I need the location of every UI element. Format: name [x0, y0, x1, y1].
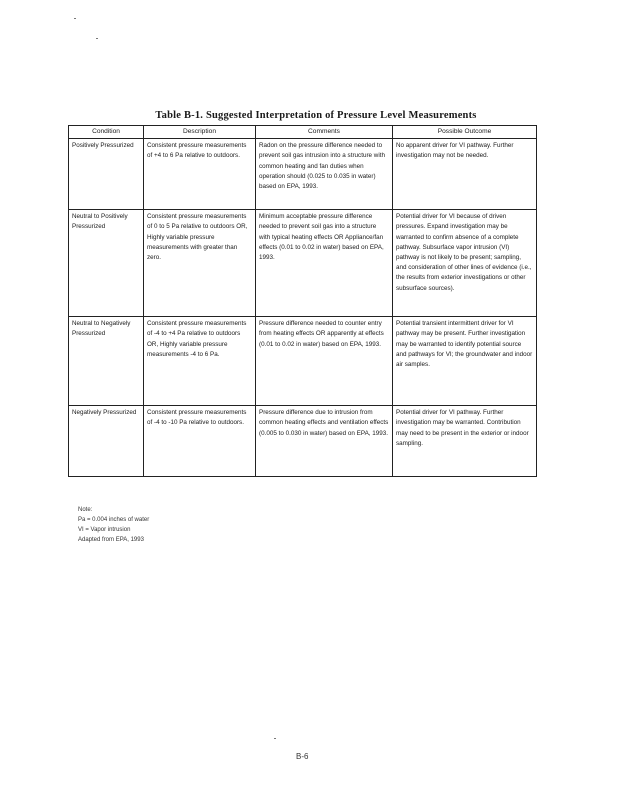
condition-cell: Neutral to Positively Pressurized [69, 210, 144, 317]
note-line: VI = Vapor intrusion [78, 527, 131, 533]
condition-cell: Positively Pressurized [69, 139, 144, 210]
comments-cell: Minimum acceptable pressure difference needed to prevent soil gas into a structure with typical heating effects OR Appliance/fan effects (0.01 to 0.02 in water) based on EPA, 1993. [256, 210, 393, 317]
outcome-cell: Potential driver for VI pathway. Further investigation may be warranted. Contribution may need to be present in the exterior or indoor sampling. [393, 406, 537, 477]
scan-speck [96, 38, 98, 39]
table-row [69, 317, 537, 406]
note-line: Pa = 0.004 inches of water [78, 517, 150, 523]
condition-cell: Negatively Pressurized [69, 406, 144, 477]
scan-speck [274, 738, 276, 739]
outcome-cell: No apparent driver for VI pathway. Further investigation may not be needed. [393, 139, 537, 210]
table-row [69, 210, 537, 317]
header-possible-outcome: Possible Outcome [393, 126, 537, 139]
condition-cell: Neutral to Negatively Pressurized [69, 317, 144, 406]
outcome-cell: Potential transient intermittent driver for VI pathway may be present. Further investigation may be warranted to identify potential source and pathways for VI; the groundwater and indoor air samples. [393, 317, 537, 406]
table-header-row [69, 126, 537, 139]
description-cell: Consistent pressure measurements of +4 to 6 Pa relative to outdoors. [144, 139, 256, 210]
interpretation-table [68, 125, 537, 477]
header-condition: Condition [69, 126, 144, 139]
note-heading: Note: [78, 507, 93, 513]
comments-cell: Radon on the pressure difference needed to prevent soil gas intrusion into a structure with common heating and fan duties when operation should (0.025 to 0.035 in water) based on EPA, 1993. [256, 139, 393, 210]
note-line: Adapted from EPA, 1993 [78, 537, 144, 543]
table-notes [78, 505, 149, 545]
description-cell: Consistent pressure measurements of -4 to +4 Pa relative to outdoors OR, Highly variable pressure measurements -4 to 6 Pa. [144, 317, 256, 406]
outcome-cell: Potential driver for VI because of driven pressures. Expand investigation may be warranted to confirm absence of a complete pathway. Subsurface vapor intrusion (VI) pathway is not likely to be present; sampling, and consideration of other lines of evidence (i.e., the results from exterior investigations or other subsurface sources). [393, 210, 537, 317]
comments-cell: Pressure difference needed to counter entry from heating effects OR apparently at effects (0.01 to 0.02 in water) based on EPA, 1993. [256, 317, 393, 406]
header-description: Description [144, 126, 256, 139]
description-cell: Consistent pressure measurements of -4 to -10 Pa relative to outdoors. [144, 406, 256, 477]
description-cell: Consistent pressure measurements of 0 to 5 Pa relative to outdoors OR, Highly variable pressure measurements with greater than zero. [144, 210, 256, 317]
table-row [69, 139, 537, 210]
scan-speck [74, 18, 76, 19]
table-row [69, 406, 537, 477]
comments-cell: Pressure difference due to intrusion from common heating effects and ventilation effects (0.005 to 0.030 in water) based on EPA, 1993. [256, 406, 393, 477]
header-comments: Comments [256, 126, 393, 139]
table-title: Table B-1. Suggested Interpretation of Pressure Level Measurements [155, 110, 477, 121]
page-number: B-6 [296, 752, 309, 761]
